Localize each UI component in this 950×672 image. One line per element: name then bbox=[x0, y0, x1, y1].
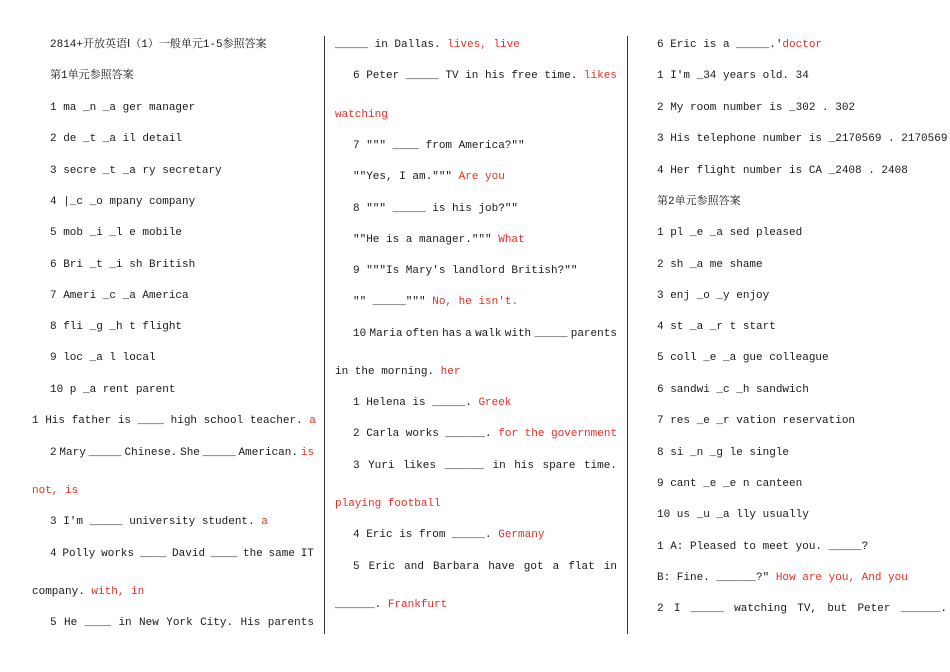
question-text: 2 Carla works ______. bbox=[353, 428, 492, 440]
question-text: 1 Helena is _____. bbox=[353, 397, 472, 409]
question-word: He bbox=[64, 617, 78, 629]
exercise-item bbox=[335, 327, 617, 341]
answer-text: for the government bbox=[498, 428, 618, 440]
question-word: Barbara bbox=[433, 561, 480, 573]
question-text: 9 """Is Mary's landlord British?"" bbox=[353, 265, 578, 277]
section-heading: 第1单元参照答案 bbox=[50, 70, 134, 82]
question-word: Mary bbox=[59, 447, 86, 459]
question-word: same bbox=[268, 548, 295, 560]
spelling-item: 7 Ameri _c _a America bbox=[50, 290, 189, 302]
question-word: time. bbox=[583, 460, 617, 472]
spelling-item: 5 coll _e _a gue colleague bbox=[657, 352, 829, 364]
question-word: works bbox=[101, 548, 135, 560]
question-word: Chinese. bbox=[124, 447, 178, 459]
question-text: B: Fine. ______?" bbox=[657, 572, 770, 584]
answer-text: How are you, And you bbox=[775, 572, 908, 584]
question-word: spare bbox=[542, 460, 576, 472]
exercise-item bbox=[335, 69, 617, 83]
question-word: _____ bbox=[690, 603, 724, 615]
answer-text: Germany bbox=[498, 529, 545, 541]
answer-text: playing football bbox=[335, 498, 441, 510]
question-word: 4 bbox=[50, 548, 57, 560]
question-word: with bbox=[504, 328, 532, 340]
question-word: 3 bbox=[353, 460, 360, 472]
question-word: _____ bbox=[88, 447, 122, 459]
spelling-item: 6 Bri _t _i sh British bbox=[50, 259, 196, 271]
answer-text: a bbox=[261, 516, 268, 528]
answer-text: watching bbox=[335, 109, 388, 121]
question-word: 5 bbox=[353, 561, 360, 573]
spelling-item: 4 st _a _r t start bbox=[657, 321, 776, 333]
question-word: in bbox=[118, 617, 132, 629]
question-word: 6 bbox=[353, 70, 360, 82]
exercise-item bbox=[32, 515, 314, 529]
question-word: ______ bbox=[444, 460, 485, 472]
question-word: his bbox=[514, 460, 534, 472]
answer-text: doctor bbox=[782, 39, 823, 51]
question-word: ____ bbox=[84, 617, 112, 629]
spelling-item: 1 pl _e _a sed pleased bbox=[657, 227, 803, 239]
spelling-item: 1 ma _n _a ger manager bbox=[50, 102, 196, 114]
question-word: Polly bbox=[62, 548, 96, 560]
exercise-item bbox=[335, 528, 617, 542]
column-3 bbox=[657, 0, 947, 672]
question-word: Peter bbox=[857, 603, 891, 615]
question-word: but bbox=[827, 603, 848, 615]
question-word: in bbox=[603, 561, 617, 573]
document-title: 2814+开放英语Ⅰ（1）一般单元1-5参照答案 bbox=[50, 39, 267, 51]
question-word: likes bbox=[402, 460, 436, 472]
question-word: TV, bbox=[797, 603, 818, 615]
answer-text: a bbox=[309, 415, 316, 427]
answer-text: No, he isn't. bbox=[432, 296, 519, 308]
question-word: City. bbox=[200, 617, 234, 629]
question-word: and bbox=[404, 561, 424, 573]
question-word: I bbox=[673, 603, 681, 615]
question-word: watching bbox=[734, 603, 787, 615]
question-text: 6 Eric is a _____.' bbox=[657, 39, 783, 51]
question-word: time. bbox=[544, 70, 578, 82]
answer-text: lives, live bbox=[447, 39, 520, 51]
question-word: the bbox=[242, 548, 263, 560]
question-word: ____ bbox=[139, 548, 167, 560]
question-word: walk bbox=[475, 328, 502, 340]
question-text: 7 """ ____ from America?"" bbox=[353, 140, 525, 152]
question-word: Maria bbox=[369, 328, 403, 340]
spelling-item: 8 si _n _g le single bbox=[657, 447, 790, 459]
number-item: 2 My room number is _302 . 302 bbox=[657, 102, 856, 114]
question-text: in the morning. bbox=[335, 366, 435, 378]
answer-text: likes bbox=[583, 70, 617, 82]
question-word: 2 bbox=[50, 447, 57, 459]
question-text: 4 Eric is from _____. bbox=[353, 529, 492, 541]
answer-text: her bbox=[440, 366, 461, 378]
exercise-item bbox=[32, 585, 314, 599]
exercise-item bbox=[335, 459, 617, 473]
spelling-item: 3 secre _t _a ry secretary bbox=[50, 165, 222, 177]
answer-text: Are you bbox=[458, 171, 505, 183]
exercise-item bbox=[657, 571, 947, 585]
exercise-item bbox=[335, 38, 617, 52]
column-1 bbox=[32, 0, 314, 672]
question-word: David bbox=[172, 548, 206, 560]
question-word: parents bbox=[267, 617, 314, 629]
spelling-item: 9 cant _e _e n canteen bbox=[657, 478, 803, 490]
exercise-item bbox=[335, 598, 617, 612]
question-word: New bbox=[139, 617, 159, 629]
question-word: Yuri bbox=[368, 460, 395, 472]
question-word: free bbox=[511, 70, 538, 82]
question-word: TV bbox=[445, 70, 459, 82]
question-word: a bbox=[465, 328, 472, 340]
question-word: His bbox=[240, 617, 261, 629]
spelling-item: 3 enj _o _y enjoy bbox=[657, 290, 770, 302]
answer-text: What bbox=[498, 234, 525, 246]
question-word: _____ bbox=[534, 328, 568, 340]
exercise-item bbox=[657, 38, 947, 52]
question-word: 2 bbox=[657, 603, 664, 615]
number-item: 1 I'm _34 years old. 34 bbox=[657, 70, 809, 82]
number-item: 3 His telephone number is _2170569 . 2170569 bbox=[657, 133, 948, 145]
question-word: IT bbox=[300, 548, 314, 560]
exercise-item bbox=[32, 547, 314, 561]
answer-text: Frankfurt bbox=[387, 599, 448, 611]
spelling-item: 10 us _u _a lly usually bbox=[657, 509, 809, 521]
question-text: _____ in Dallas. bbox=[335, 39, 441, 51]
response-text: "" _____""" bbox=[353, 296, 426, 308]
question-word: Peter bbox=[366, 70, 400, 82]
question-word: ____ bbox=[210, 548, 238, 560]
spelling-item: 10 p _a rent parent bbox=[50, 384, 176, 396]
answer-text: not, is bbox=[32, 485, 79, 497]
exercise-item bbox=[335, 233, 617, 247]
answer-text: is bbox=[300, 447, 314, 459]
question-word: parents bbox=[570, 328, 617, 340]
question-word: American. bbox=[238, 447, 298, 459]
spelling-item: 4 |_c _o mpany company bbox=[50, 196, 196, 208]
spelling-item: 2 de _t _a il detail bbox=[50, 133, 183, 145]
exercise-item bbox=[32, 414, 314, 428]
question-word: in bbox=[465, 70, 479, 82]
question-text: ______. bbox=[335, 599, 382, 611]
exercise-item bbox=[32, 446, 314, 460]
question-word: 10 bbox=[353, 328, 367, 340]
spelling-item: 6 sandwi _c _h sandwich bbox=[657, 384, 809, 396]
exercise-item bbox=[335, 427, 617, 441]
question-text: 3 I'm _____ university student. bbox=[50, 516, 255, 528]
spelling-item: 9 loc _a l local bbox=[50, 352, 156, 364]
response-text: ""Yes, I am.""" bbox=[353, 171, 453, 183]
question-word: a bbox=[552, 561, 560, 573]
question-word: has bbox=[442, 328, 462, 340]
exercise-item bbox=[32, 616, 314, 630]
spelling-item: 2 sh _a me shame bbox=[657, 259, 763, 271]
question-text: 1 His father is ____ high school teacher. bbox=[32, 415, 303, 427]
number-item: 4 Her flight number is CA _2408 . 2408 bbox=[657, 165, 908, 177]
question-word: got bbox=[523, 561, 544, 573]
exercise-item bbox=[335, 170, 617, 184]
question-word: _____ bbox=[405, 70, 439, 82]
exercise-item bbox=[335, 365, 617, 379]
exercise-item bbox=[335, 560, 617, 574]
column-divider bbox=[627, 36, 628, 634]
answer-text: with, in bbox=[91, 586, 145, 598]
question-word: _____ bbox=[202, 447, 236, 459]
spelling-item: 8 fli _g _h t flight bbox=[50, 321, 183, 333]
spelling-item: 5 mob _i _l e mobile bbox=[50, 227, 183, 239]
question-word: in bbox=[492, 460, 506, 472]
question-word: his bbox=[484, 70, 505, 82]
question-word: have bbox=[488, 561, 515, 573]
question-word: flat bbox=[568, 561, 595, 573]
response-text: ""He is a manager.""" bbox=[353, 234, 492, 246]
question-text: company. bbox=[32, 586, 85, 598]
section-heading: 第2单元参照答案 bbox=[657, 196, 741, 208]
column-divider bbox=[324, 36, 325, 634]
question-word: 5 bbox=[50, 617, 57, 629]
dialogue-line: 1 A: Pleased to meet you. _____? bbox=[657, 541, 869, 553]
exercise-item bbox=[335, 295, 617, 309]
question-word: Eric bbox=[368, 561, 396, 573]
column-2 bbox=[335, 0, 617, 672]
question-word: She bbox=[180, 447, 200, 459]
spelling-item: 7 res _e _r vation reservation bbox=[657, 415, 856, 427]
answer-text: Greek bbox=[478, 397, 512, 409]
question-word: often bbox=[405, 328, 439, 340]
question-word: York bbox=[166, 617, 193, 629]
exercise-item bbox=[657, 602, 947, 616]
exercise-item bbox=[335, 396, 617, 410]
question-word: ______. bbox=[900, 603, 947, 615]
question-text: 8 """ _____ is his job?"" bbox=[353, 203, 519, 215]
